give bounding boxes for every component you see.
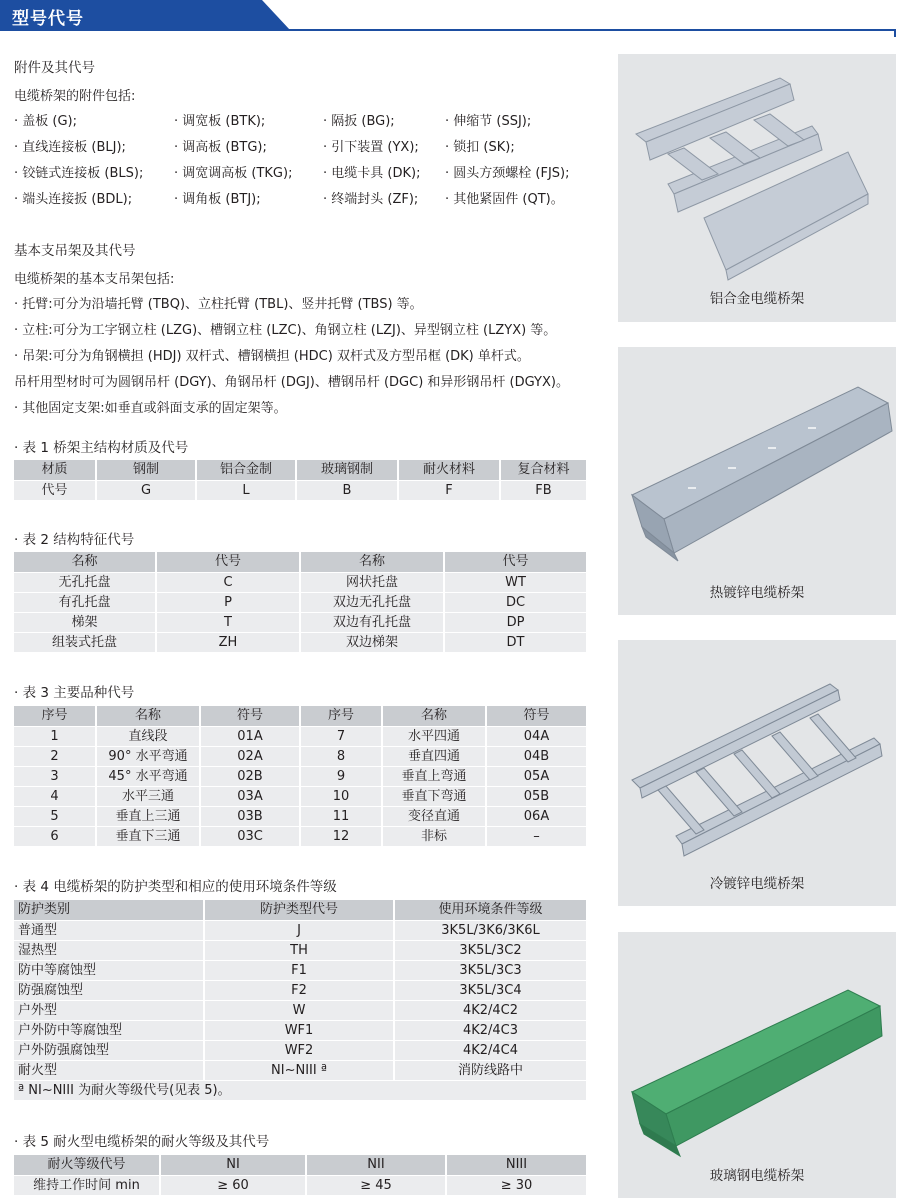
table-cell: 名称	[300, 552, 444, 572]
accessory-item: · 伸缩节 (SSJ);	[445, 114, 532, 129]
table-cell: NI~NIII ª	[204, 1060, 394, 1080]
table4-title: · 表 4 电缆桥架的防护类型和相应的使用环境条件等级	[14, 879, 337, 895]
table-cell: 耐火等级代号	[14, 1155, 160, 1175]
table-row	[14, 826, 586, 846]
aluminium-tray-image	[618, 54, 896, 322]
accessory-item: · 隔扳 (BG);	[323, 114, 395, 129]
table-cell: 1	[14, 726, 96, 746]
table-cell: 铝合金制	[196, 460, 296, 480]
product-card-frp	[618, 932, 896, 1198]
table-row	[14, 980, 586, 1000]
table-cell: 11	[300, 806, 382, 826]
accessory-row	[14, 188, 588, 208]
table-cell: 垂直下三通	[96, 826, 200, 846]
table-cell: 防中等腐蚀型	[14, 960, 204, 980]
table-row	[14, 940, 586, 960]
accessory-item: · 圆头方颈螺栓 (FJS);	[445, 166, 570, 181]
table-cell: 湿热型	[14, 940, 204, 960]
table-cell: DT	[444, 632, 586, 652]
header-rule-tick	[894, 29, 896, 37]
table-cell: WT	[444, 572, 586, 592]
table-row	[14, 1175, 586, 1195]
table-cell: W	[204, 1000, 394, 1020]
table-cell: 6	[14, 826, 96, 846]
table-cell: 户外防中等腐蚀型	[14, 1020, 204, 1040]
table-cell: 90° 水平弯通	[96, 746, 200, 766]
accessory-item: · 调角板 (BTJ);	[174, 192, 261, 207]
table-row	[14, 1155, 586, 1175]
table2-title: · 表 2 结构特征代号	[14, 532, 135, 548]
supports-line: 吊杆用型材时可为圆钢吊杆 (DGY)、角钢吊杆 (DGJ)、槽钢吊杆 (DGC) 和异形钢吊杆 (DGYX)。	[14, 375, 569, 390]
table-cell: 非标	[382, 826, 486, 846]
supports-line: · 吊架:可分为角钢横担 (HDJ) 双杆式、槽钢横担 (HDC) 双杆式及方型吊框 (DK) 单杆式。	[14, 349, 530, 364]
table-row	[14, 766, 586, 786]
accessory-row	[14, 136, 588, 156]
table-cell: 10	[300, 786, 382, 806]
accessories-heading: 附件及其代号	[14, 60, 95, 76]
table-cell: ≥ 30	[446, 1175, 586, 1195]
table-row	[14, 786, 586, 806]
table-cell: WF2	[204, 1040, 394, 1060]
table-cell: 玻璃钢制	[296, 460, 398, 480]
table-cell: 8	[300, 746, 382, 766]
table-cell: F2	[204, 980, 394, 1000]
table-cell: 4K2/4C4	[394, 1040, 586, 1060]
table-cell: 水平三通	[96, 786, 200, 806]
table-row	[14, 1060, 586, 1080]
supports-intro: 电缆桥架的基本支吊架包括:	[14, 272, 175, 287]
table-cell: 名称	[96, 706, 200, 726]
table-cell: 户外型	[14, 1000, 204, 1020]
accessory-item: · 其他紧固件 (QT)。	[445, 192, 564, 207]
table-cell: J	[204, 920, 394, 940]
accessory-item: · 直线连接板 (BLJ);	[14, 140, 126, 155]
table-cell: 名称	[14, 552, 156, 572]
table-row	[14, 572, 586, 592]
table-row	[14, 900, 586, 920]
accessory-item: · 调宽板 (BTK);	[174, 114, 266, 129]
table-cell: 7	[300, 726, 382, 746]
table-row	[14, 1000, 586, 1020]
table-cell: 06A	[486, 806, 586, 826]
table-cell: 3K5L/3C3	[394, 960, 586, 980]
table-cell: 材质	[14, 460, 96, 480]
table-cell: DP	[444, 612, 586, 632]
table1-title: · 表 1 桥架主结构材质及代号	[14, 440, 189, 456]
accessory-item: · 锁扣 (SK);	[445, 140, 515, 155]
table-cell: NI	[160, 1155, 306, 1175]
table-cell: 02B	[200, 766, 300, 786]
table-cell: 4K2/4C3	[394, 1020, 586, 1040]
table-cell: –	[486, 826, 586, 846]
table-cell: F1	[204, 960, 394, 980]
table-cell: 垂直上弯通	[382, 766, 486, 786]
product-card-cold-galvanized	[618, 640, 896, 906]
table-row	[14, 806, 586, 826]
table-row	[14, 1020, 586, 1040]
table-cell: 防护类别	[14, 900, 204, 920]
table5-title: · 表 5 耐火型电缆桥架的耐火等级及其代号	[14, 1134, 270, 1150]
table-cell: 组装式托盘	[14, 632, 156, 652]
fire-rating-table	[14, 1155, 586, 1196]
table-cell: F	[398, 480, 500, 500]
table-cell: 耐火材料	[398, 460, 500, 480]
table-cell: 序号	[300, 706, 382, 726]
table-cell: 9	[300, 766, 382, 786]
table-cell: 水平四通	[382, 726, 486, 746]
table-cell: 使用环境条件等级	[394, 900, 586, 920]
table-row	[14, 1080, 586, 1100]
product-caption: 热镀锌电缆桥架	[709, 585, 805, 601]
accessory-row	[14, 162, 588, 182]
accessory-item: · 调宽调高板 (TKG);	[174, 166, 293, 181]
table-cell: 3K5L/3K6/3K6L	[394, 920, 586, 940]
table-cell: 2	[14, 746, 96, 766]
table-row	[14, 460, 586, 480]
table-cell: 01A	[200, 726, 300, 746]
table-cell: 名称	[382, 706, 486, 726]
table-footnote: ª NI~NIII 为耐火等级代号(见表 5)。	[14, 1080, 586, 1100]
accessories-intro: 电缆桥架的附件包括:	[14, 89, 136, 104]
table-cell: 04A	[486, 726, 586, 746]
protection-table	[14, 900, 586, 1101]
table-cell: 3	[14, 766, 96, 786]
table-cell: C	[156, 572, 300, 592]
table-cell: ZH	[156, 632, 300, 652]
table-cell: 03C	[200, 826, 300, 846]
table-cell: 代号	[14, 480, 96, 500]
table-cell: 双边梯架	[300, 632, 444, 652]
hot-galvanized-tray-image	[618, 347, 896, 615]
table-cell: 双边有孔托盘	[300, 612, 444, 632]
table-row	[14, 1040, 586, 1060]
table-cell: NIII	[446, 1155, 586, 1175]
table-cell: DC	[444, 592, 586, 612]
table-cell: 垂直四通	[382, 746, 486, 766]
table-cell: 4	[14, 786, 96, 806]
table-cell: 耐火型	[14, 1060, 204, 1080]
table-cell: 垂直下弯通	[382, 786, 486, 806]
supports-heading: 基本支吊架及其代号	[14, 243, 136, 259]
table-row	[14, 726, 586, 746]
table-row	[14, 920, 586, 940]
table-cell: 变径直通	[382, 806, 486, 826]
table-cell: 梯架	[14, 612, 156, 632]
variety-table	[14, 706, 586, 847]
table3-title: · 表 3 主要品种代号	[14, 685, 135, 701]
product-card-hot-galvanized	[618, 347, 896, 615]
supports-line: · 其他固定支架:如垂直或斜面支承的固定架等。	[14, 401, 287, 416]
table-cell: 双边无孔托盘	[300, 592, 444, 612]
table-cell: B	[296, 480, 398, 500]
accessory-item: · 铰链式连接板 (BLS);	[14, 166, 144, 181]
cold-galvanized-ladder-image	[618, 640, 896, 906]
table-cell: T	[156, 612, 300, 632]
table-cell: ≥ 60	[160, 1175, 306, 1195]
table-cell: 04B	[486, 746, 586, 766]
supports-line: · 托臂:可分为沿墙托臂 (TBQ)、立柱托臂 (TBL)、竖井托臂 (TBS) 等。	[14, 297, 423, 312]
table-cell: 05A	[486, 766, 586, 786]
table-cell: 户外防强腐蚀型	[14, 1040, 204, 1060]
table-cell: 代号	[444, 552, 586, 572]
table-cell: 消防线路中	[394, 1060, 586, 1080]
table-cell: 防强腐蚀型	[14, 980, 204, 1000]
table-cell: 普通型	[14, 920, 204, 940]
header-rule	[0, 29, 896, 31]
table-cell: 4K2/4C2	[394, 1000, 586, 1020]
table-cell: 防护类型代号	[204, 900, 394, 920]
table-cell: 网状托盘	[300, 572, 444, 592]
frp-tray-image	[618, 932, 896, 1198]
accessory-item: · 终端封头 (ZF);	[323, 192, 419, 207]
table-cell: 序号	[14, 706, 96, 726]
accessory-item: · 电缆卡具 (DK);	[323, 166, 421, 181]
product-caption: 铝合金电缆桥架	[709, 291, 805, 307]
table-cell: 垂直上三通	[96, 806, 200, 826]
table-cell: 45° 水平弯通	[96, 766, 200, 786]
table-row	[14, 612, 586, 632]
material-table	[14, 460, 586, 501]
accessory-item: · 调高板 (BTG);	[174, 140, 267, 155]
accessory-item: · 端头连接扳 (BDL);	[14, 192, 133, 207]
table-cell: 3K5L/3C4	[394, 980, 586, 1000]
table-cell: 复合材料	[500, 460, 586, 480]
table-cell: 钢制	[96, 460, 196, 480]
section-title: 型号代号	[12, 9, 84, 29]
table-cell: G	[96, 480, 196, 500]
table-cell: L	[196, 480, 296, 500]
table-row	[14, 746, 586, 766]
table-cell: 维持工作时间 min	[14, 1175, 160, 1195]
table-cell: 05B	[486, 786, 586, 806]
table-cell: 12	[300, 826, 382, 846]
table-row	[14, 960, 586, 980]
product-card-aluminium	[618, 54, 896, 322]
table-cell: 直线段	[96, 726, 200, 746]
table-cell: 03B	[200, 806, 300, 826]
table-cell: 有孔托盘	[14, 592, 156, 612]
table-cell: WF1	[204, 1020, 394, 1040]
product-caption: 冷镀锌电缆桥架	[709, 876, 805, 892]
table-cell: 无孔托盘	[14, 572, 156, 592]
accessory-item: · 盖板 (G);	[14, 114, 77, 129]
table-cell: 符号	[486, 706, 586, 726]
table-row	[14, 480, 586, 500]
supports-line: · 立柱:可分为工字钢立柱 (LZG)、槽钢立柱 (LZC)、角钢立柱 (LZJ)、异型钢立柱 (LZYX) 等。	[14, 323, 557, 338]
table-cell: 5	[14, 806, 96, 826]
table-cell: ≥ 45	[306, 1175, 446, 1195]
accessory-row	[14, 110, 588, 130]
table-cell: FB	[500, 480, 586, 500]
table-cell: 符号	[200, 706, 300, 726]
product-caption: 玻璃钢电缆桥架	[709, 1168, 805, 1184]
table-row	[14, 632, 586, 652]
table-row	[14, 592, 586, 612]
table-cell: 02A	[200, 746, 300, 766]
table-cell: 3K5L/3C2	[394, 940, 586, 960]
table-cell: 03A	[200, 786, 300, 806]
structure-table	[14, 552, 586, 653]
table-cell: TH	[204, 940, 394, 960]
accessory-item: · 引下装置 (YX);	[323, 140, 419, 155]
table-cell: NII	[306, 1155, 446, 1175]
table-cell: P	[156, 592, 300, 612]
table-row	[14, 706, 586, 726]
table-cell: 代号	[156, 552, 300, 572]
table-row	[14, 552, 586, 572]
